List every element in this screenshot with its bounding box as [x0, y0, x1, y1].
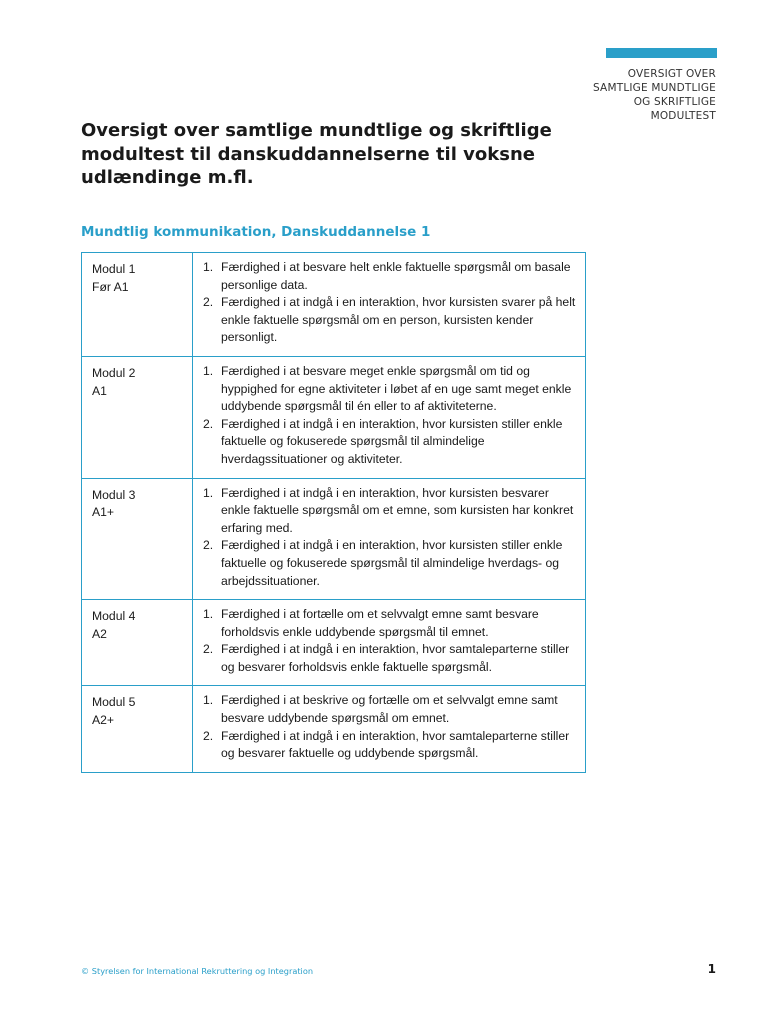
- list-number: 2.: [203, 728, 214, 743]
- section-heading: Mundtlig kommunikation, Danskuddannelse 1: [81, 224, 431, 240]
- module-cell: [82, 356, 193, 478]
- list-item: [203, 294, 577, 347]
- list-text: Færdighed i at indgå i en interaktion, hvor samtaleparterne stiller og besvarer faktuelle og uddybende spørgsmål.: [221, 728, 570, 761]
- list-number: 1.: [203, 607, 214, 622]
- description-cell: [193, 686, 586, 772]
- module-level: A2+: [92, 713, 115, 728]
- document-title-line: Oversigt over samtlige mundtlige og skriftlige: [81, 120, 552, 141]
- list-number: 1.: [203, 260, 214, 274]
- skill-list: [203, 363, 577, 469]
- list-number: 2.: [203, 538, 214, 553]
- list-text: Færdighed i at beskrive og fortælle om et selvvalgt emne samt besvare uddybende spørgsmål om emnet.: [221, 693, 558, 726]
- module-level: Før A1: [92, 279, 129, 294]
- module-table: [81, 252, 586, 773]
- list-text: Færdighed i at indgå i en interaktion, hvor kursisten stiller enkle faktuelle og fokuserede spørgsmål til almindelige hverdagssituationer og aktiviteter.: [221, 416, 563, 466]
- list-number: 2.: [203, 642, 214, 657]
- list-text: Færdighed i at fortælle om et selvvalgt emne samt besvare forholdsvis enkle uddybende spørgsmål til emnet.: [221, 607, 539, 639]
- module-level: A2: [92, 626, 107, 641]
- list-item: [203, 692, 577, 727]
- table-row: [82, 686, 586, 772]
- list-number: 1.: [203, 485, 214, 500]
- list-text: Færdighed i at indgå i en interaktion, hvor kursisten svarer på helt enkle faktuelle spørgsmål om en person, kursisten kender personligt.: [221, 295, 576, 345]
- module-name: Modul 3: [92, 487, 136, 502]
- description-cell: [193, 253, 586, 357]
- module-cell: [82, 600, 193, 686]
- description-cell: [193, 478, 586, 600]
- table-row: [82, 253, 586, 357]
- document-title-line: modultest til danskuddannelserne til voksne: [81, 143, 535, 165]
- skill-list: [203, 606, 577, 676]
- module-level: A1+: [92, 505, 115, 520]
- list-number: 2.: [203, 295, 214, 310]
- page-number: 1: [707, 962, 716, 976]
- list-item: [203, 606, 577, 641]
- table-row: [82, 478, 586, 600]
- running-header-line: MODULTEST: [650, 110, 716, 122]
- list-number: 1.: [203, 363, 214, 378]
- module-cell: [82, 478, 193, 600]
- list-item: [203, 485, 577, 538]
- running-header: [516, 67, 716, 123]
- list-item: [203, 641, 577, 676]
- footer-copyright: © Styrelsen for International Rekruttering og Integration: [81, 966, 314, 976]
- module-name: Modul 5: [92, 695, 136, 710]
- list-text: Færdighed i at indgå i en interaktion, hvor samtaleparterne stiller og besvarer forholdsvis enkle faktuelle spørgsmål.: [221, 642, 570, 674]
- list-item: [203, 363, 577, 416]
- skill-list: [203, 692, 577, 762]
- skill-list: [203, 259, 577, 347]
- running-header-line: OG SKRIFTLIGE: [633, 96, 716, 108]
- skill-list: [203, 485, 577, 591]
- list-item: [203, 259, 577, 294]
- list-item: [203, 537, 577, 590]
- list-number: 2.: [203, 416, 214, 431]
- list-item: [203, 728, 577, 763]
- list-text: Færdighed i at besvare helt enkle faktuelle spørgsmål om basale personlige data.: [221, 260, 571, 292]
- table-row: [82, 600, 586, 686]
- list-text: Færdighed i at indgå i en interaktion, hvor kursisten stiller enkle faktuelle og fokuserede spørgsmål til almindelige hverdags- og arbejdssituationer.: [221, 538, 563, 588]
- header-accent-bar: [606, 48, 717, 58]
- table-row: [82, 356, 586, 478]
- document-title-line: udlændinge m.fl.: [81, 167, 254, 188]
- description-cell: [193, 356, 586, 478]
- module-cell: [82, 253, 193, 357]
- list-text: Færdighed i at besvare meget enkle spørgsmål om tid og hyppighed for egne aktiviteter i løbet af en uge samt meget enkle uddybende spørgsmål til én eller to af aktiviteterne.: [221, 363, 572, 414]
- module-name: Modul 1: [92, 262, 136, 276]
- running-header-line: SAMTLIGE MUNDTLIGE: [593, 82, 716, 94]
- module-level: A1: [92, 383, 107, 398]
- list-text: Færdighed i at indgå i en interaktion, hvor kursisten besvarer enkle faktuelle spørgsmål om et emne, som kursisten har konkret erfaring med.: [221, 485, 574, 535]
- module-name: Modul 2: [92, 365, 136, 380]
- description-cell: [193, 600, 586, 686]
- list-item: [203, 416, 577, 469]
- module-cell: [82, 686, 193, 772]
- running-header-line: OVERSIGT OVER: [627, 68, 716, 80]
- list-number: 1.: [203, 693, 214, 708]
- module-name: Modul 4: [92, 609, 136, 624]
- document-title: [81, 119, 601, 190]
